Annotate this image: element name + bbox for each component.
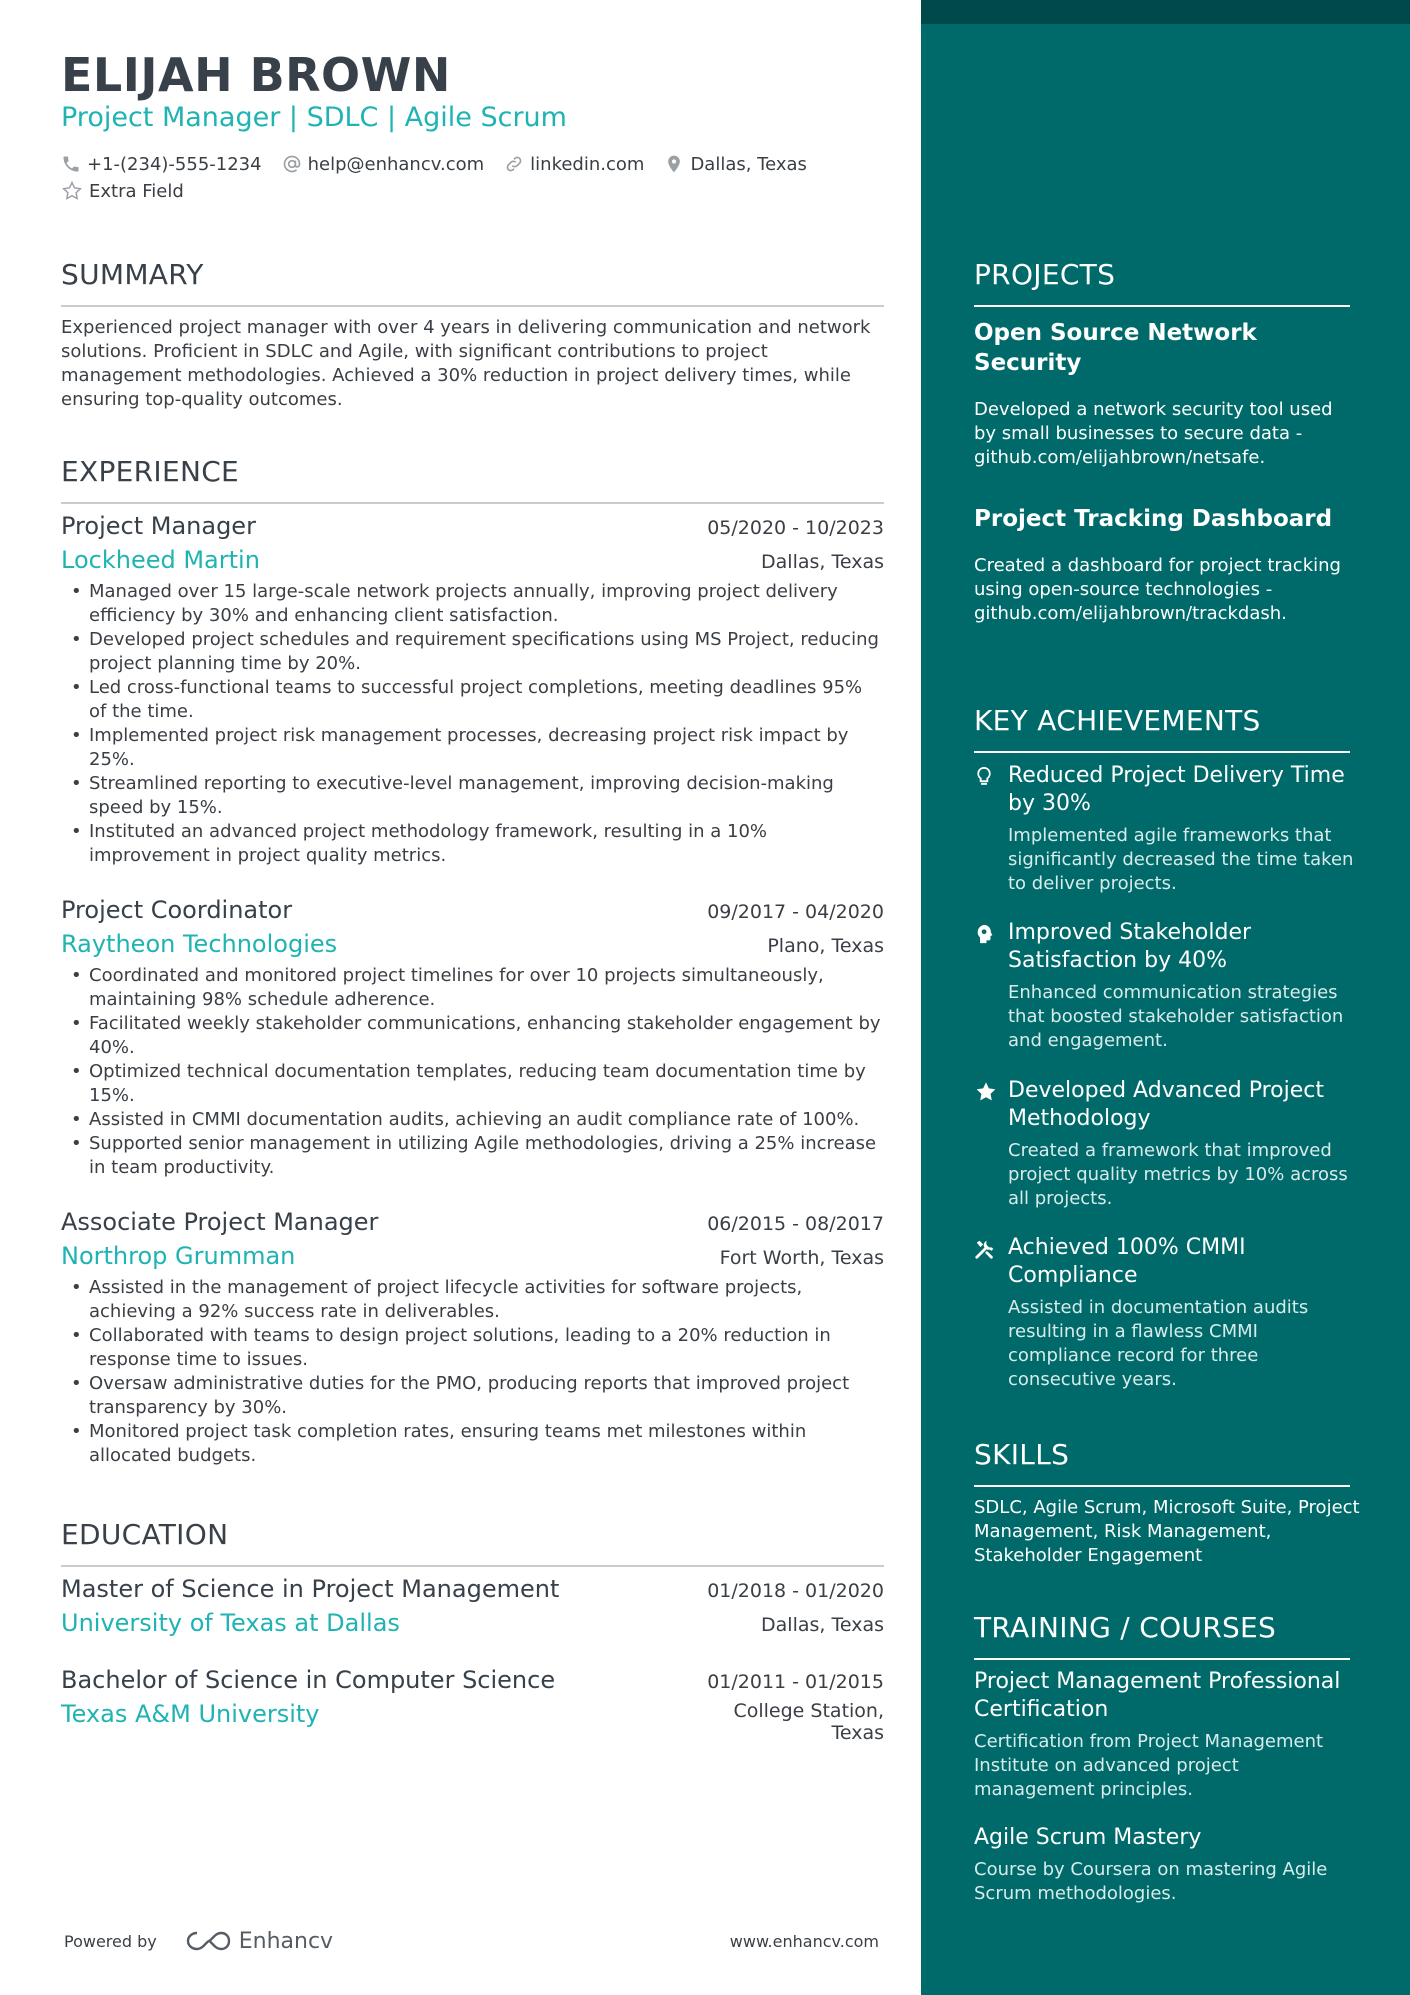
contact-phone[interactable]	[61, 154, 262, 175]
job-bullets	[61, 964, 884, 1180]
education-dates: 01/2011 - 01/2015	[707, 1671, 884, 1693]
job-bullet: • Managed over 15 large-scale network projects annually, improving project delivery efficiency by 30% and enhancing client satisfaction.	[61, 580, 884, 628]
job-role: Associate Project Manager	[61, 1208, 379, 1236]
job-company: Lockheed Martin	[61, 546, 260, 574]
degree: Master of Science in Project Management	[61, 1575, 560, 1603]
course-item	[974, 1824, 1364, 1906]
project-description: Created a dashboard for project tracking using open-source technologies - github.com/elijahbrown/trackdash.	[974, 555, 1341, 624]
achievement-description: Assisted in documentation audits resulting in a flawless CMMI compliance record for three consecutive years.	[1008, 1297, 1309, 1390]
at-icon	[282, 154, 302, 174]
enhancv-logo-icon	[185, 1929, 231, 1953]
achievement-title: Improved Stakeholder Satisfaction by 40%	[1008, 920, 1252, 973]
job-bullet: • Supported senior management in utilizing Agile methodologies, driving a 25% increase in team productivity.	[61, 1132, 884, 1180]
education-dates: 01/2018 - 01/2020	[707, 1580, 884, 1602]
job-location: Plano, Texas	[767, 935, 884, 957]
star-outline-icon	[61, 180, 83, 202]
sidebar-top-bar	[921, 0, 1410, 24]
job-bullet: • Facilitated weekly stakeholder communications, enhancing stakeholder engagement by 40%.	[61, 1012, 884, 1060]
education-entry	[61, 1575, 884, 1637]
job-bullet: • Led cross-functional teams to successful project completions, meeting deadlines 95% of the time.	[61, 676, 884, 724]
sidebar-column	[921, 0, 1410, 1995]
job-bullets	[61, 1276, 884, 1468]
phone-icon	[61, 154, 81, 174]
phone-text: +1-(234)-555-1234	[87, 153, 262, 175]
achievement-title: Achieved 100% CMMI Compliance	[1008, 1235, 1246, 1288]
lightbulb-icon	[974, 766, 994, 788]
achievement-title: Developed Advanced Project Methodology	[1008, 1078, 1324, 1131]
extra-field-text: Extra Field	[89, 180, 184, 202]
skills-text: SDLC, Agile Scrum, Microsoft Suite, Project Management, Risk Management, Stakeholder Engagement	[974, 1497, 1360, 1566]
achievement-item	[974, 919, 1364, 1053]
job-company: Northrop Grumman	[61, 1242, 296, 1270]
job-bullet: • Optimized technical documentation templates, reducing team documentation time by 15%.	[61, 1060, 884, 1108]
education-entry	[61, 1666, 884, 1744]
education-location	[733, 1700, 884, 1744]
job-bullets	[61, 580, 884, 868]
contact-linkedin[interactable]	[504, 154, 644, 175]
tools-icon	[974, 1238, 996, 1260]
job-dates: 09/2017 - 04/2020	[707, 901, 884, 923]
experience-entry	[61, 1208, 884, 1468]
project-title-line: Security	[974, 350, 1082, 376]
job-bullet: • Coordinated and monitored project timelines for over 10 projects simultaneously, maintaining 98% schedule adherence.	[61, 964, 884, 1012]
head-gear-icon	[974, 923, 996, 945]
job-bullet: • Collaborated with teams to design project solutions, leading to a 20% reduction in response time to issues.	[61, 1324, 884, 1372]
email-text: help@enhancv.com	[307, 153, 485, 175]
achievement-description: Created a framework that improved project quality metrics by 10% across all projects.	[1008, 1140, 1348, 1209]
job-location: Dallas, Texas	[761, 551, 884, 573]
project-title	[974, 318, 1350, 378]
job-location: Fort Worth, Texas	[719, 1247, 884, 1269]
job-bullet: • Assisted in CMMI documentation audits, achieving an audit compliance rate of 100%.	[61, 1108, 884, 1132]
location-pin-icon	[664, 154, 684, 174]
project-item	[974, 504, 1350, 626]
location-text: Dallas, Texas	[690, 153, 807, 175]
candidate-name: ELIJAH BROWN	[61, 48, 451, 102]
link-icon	[504, 154, 524, 174]
achievements-heading: KEY ACHIEVEMENTS	[974, 704, 1350, 753]
achievement-description: Enhanced communication strategies that boosted stakeholder satisfaction and engagement.	[1008, 982, 1344, 1051]
contact-location	[664, 154, 807, 175]
achievement-item	[974, 1077, 1364, 1211]
project-title-line: Open Source Network	[974, 320, 1257, 346]
education-location: Dallas, Texas	[761, 1614, 884, 1636]
job-bullet: • Implemented project risk management processes, decreasing project risk impact by 25%.	[61, 724, 884, 772]
experience-entry	[61, 896, 884, 1180]
footer	[64, 1926, 879, 1956]
linkedin-text: linkedin.com	[530, 153, 645, 175]
summary-text: Experienced project manager with over 4 years in delivering communication and network solutions. Proficient in SDLC and Agile, with significant contributions to project management methodologies. Achieved a 30% reduction in project delivery times, while ensuring top-quality outcomes.	[61, 317, 871, 410]
job-bullet: • Monitored project task completion rates, ensuring teams met milestones within allocated budgets.	[61, 1420, 884, 1468]
project-description: Developed a network security tool used by small businesses to secure data - github.com/elijahbrown/netsafe.	[974, 399, 1333, 468]
star-icon	[974, 1081, 998, 1103]
experience-heading: EXPERIENCE	[61, 455, 884, 504]
contact-extra-field	[61, 180, 184, 202]
project-title: Project Tracking Dashboard	[974, 506, 1333, 532]
experience-entry	[61, 512, 884, 868]
degree: Bachelor of Science in Computer Science	[61, 1666, 556, 1694]
job-dates: 06/2015 - 08/2017	[707, 1213, 884, 1235]
achievement-title: Reduced Project Delivery Time by 30%	[1008, 763, 1345, 816]
contact-extra	[61, 179, 204, 203]
school: Texas A&M University	[61, 1700, 320, 1728]
course-item	[974, 1668, 1364, 1802]
job-dates: 05/2020 - 10/2023	[707, 517, 884, 539]
footer-website[interactable]: www.enhancv.com	[729, 1931, 879, 1951]
courses-heading: TRAINING / COURSES	[974, 1611, 1350, 1660]
skills-heading: SKILLS	[974, 1438, 1350, 1487]
job-role: Project Manager	[61, 512, 256, 540]
job-role: Project Coordinator	[61, 896, 293, 924]
course-title: Agile Scrum Mastery	[974, 1825, 1202, 1850]
job-company: Raytheon Technologies	[61, 930, 338, 958]
education-location-line: College Station,	[733, 1700, 884, 1722]
enhancv-brand: Enhancv	[238, 1928, 334, 1954]
achievement-item	[974, 762, 1364, 896]
course-description: Course by Coursera on mastering Agile Scrum methodologies.	[974, 1859, 1328, 1904]
job-bullet: • Oversaw administrative duties for the PMO, producing reports that improved project transparency by 30%.	[61, 1372, 884, 1420]
job-bullet: • Streamlined reporting to executive-level management, improving decision-making speed by 15%.	[61, 772, 884, 820]
candidate-title: Project Manager | SDLC | Agile Scrum	[61, 102, 567, 133]
education-location-line: Texas	[831, 1722, 884, 1744]
education-heading: EDUCATION	[61, 1518, 884, 1567]
contact-email[interactable]	[282, 154, 485, 175]
job-bullet: • Assisted in the management of project lifecycle activities for software projects, achieving a 92% success rate in deliverables.	[61, 1276, 884, 1324]
projects-heading: PROJECTS	[974, 258, 1350, 307]
summary-heading: SUMMARY	[61, 258, 884, 307]
enhancv-logo[interactable]	[185, 1929, 333, 1954]
job-bullet: • Developed project schedules and requirement specifications using MS Project, reducing project planning time by 20%.	[61, 628, 884, 676]
powered-by-label: Powered by	[64, 1931, 157, 1951]
contact-info	[61, 152, 827, 176]
achievement-description: Implemented agile frameworks that significantly decreased the time taken to deliver projects.	[1008, 825, 1354, 894]
school: University of Texas at Dallas	[61, 1609, 400, 1637]
powered-by	[64, 1929, 333, 1954]
course-description: Certification from Project Management Institute on advanced project management principles.	[974, 1731, 1324, 1800]
project-item	[974, 318, 1350, 470]
job-bullet: • Instituted an advanced project methodology framework, resulting in a 10% improvement in project quality metrics.	[61, 820, 884, 868]
course-title: Project Management Professional Certification	[974, 1669, 1341, 1722]
achievement-item	[974, 1234, 1364, 1392]
